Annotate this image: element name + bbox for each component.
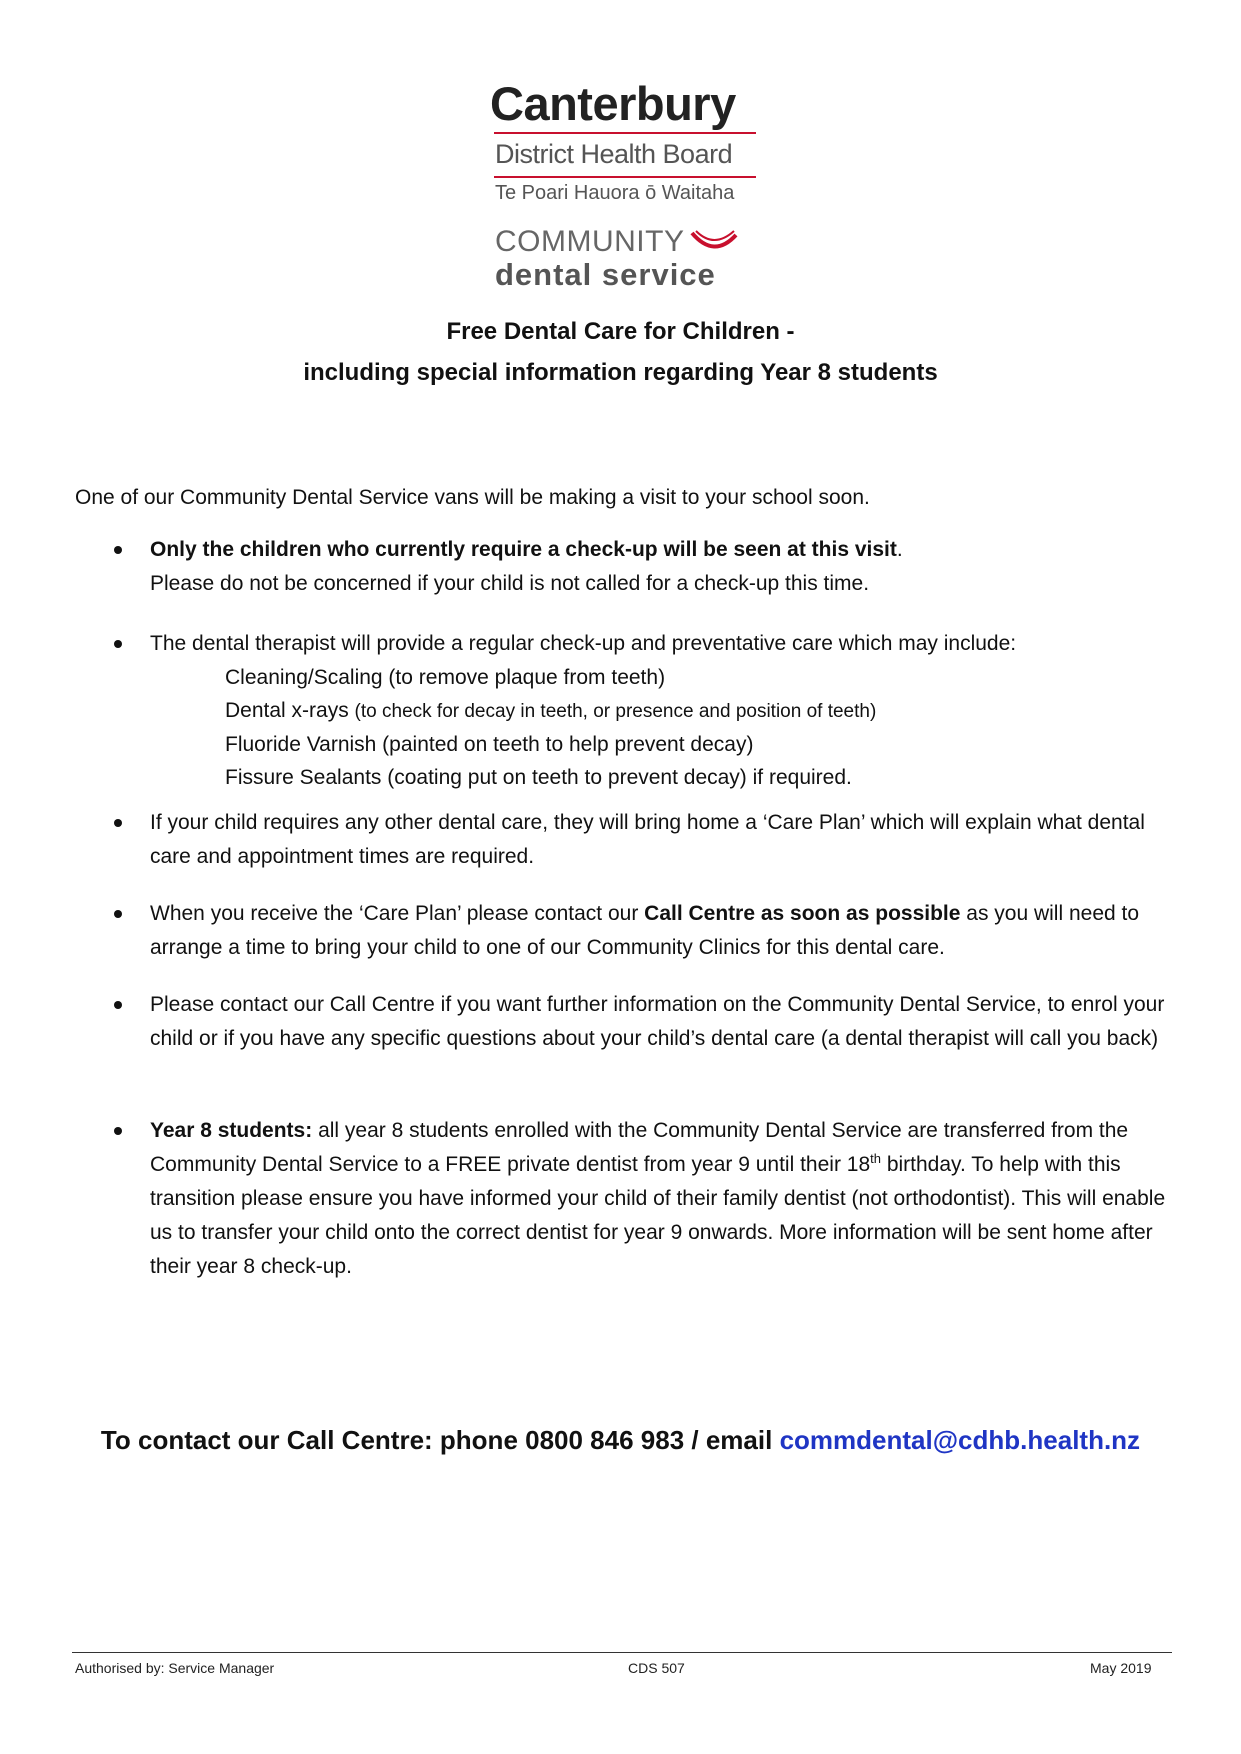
contact-line xyxy=(0,1425,1241,1456)
logo-org-sub: District Health Board xyxy=(495,139,733,169)
care-item-fluoride: Fluoride Varnish (painted on teeth to help prevent decay) xyxy=(225,733,754,756)
care-item-xrays xyxy=(150,694,1170,728)
bullet-6-b: birthday. To help with this transition please ensure you have informed your child of their family dentist (not orthodontist). This will enable us to transfer your child onto the correct dentist for year 9 onwards. More information will be sent home after their year 8 check-up. xyxy=(150,1153,1166,1278)
bullet-dot xyxy=(114,1127,122,1135)
bullet-dot xyxy=(114,910,122,918)
care-item-sealants: Fissure Sealants (coating put on teeth to prevent decay) if required. xyxy=(225,766,852,789)
bullet-call-centre xyxy=(150,897,1170,965)
cds-line2: dental service xyxy=(495,257,716,292)
care-item-cleaning: Cleaning/Scaling (to remove plaque from teeth) xyxy=(225,666,666,689)
footer-date: May 2019 xyxy=(1090,1660,1152,1676)
contact-prefix: To contact our Call Centre: phone 0800 846 983 / email xyxy=(100,1425,780,1455)
footer-authorised: Authorised by: Service Manager xyxy=(75,1660,275,1676)
community-dental-logo xyxy=(495,226,755,292)
bullet-4-bold: Call Centre as soon as possible xyxy=(644,902,961,925)
contact-email-link[interactable]: commdental@cdhb.health.nz xyxy=(779,1425,1141,1455)
bullet-dot xyxy=(114,640,122,648)
bullet-6-bold: Year 8 students: xyxy=(150,1119,313,1142)
bullet-therapist-care xyxy=(150,627,1170,794)
bullet-2-intro: The dental therapist will provide a regular check-up and preventative care which may include: xyxy=(150,632,1017,655)
footer-doc-code: CDS 507 xyxy=(628,1660,685,1676)
bullet-checkup-only xyxy=(150,533,1170,601)
bullet-1-bold: Only the children who currently require a check-up will be seen at this visit xyxy=(150,538,897,561)
smile-icon xyxy=(690,229,738,255)
intro-paragraph: One of our Community Dental Service vans will be making a visit to your school soon. xyxy=(75,486,870,509)
cds-line1-row xyxy=(495,226,755,258)
cdhb-logo xyxy=(490,78,770,208)
bullet-year8 xyxy=(150,1114,1170,1284)
bullet-4-b: as you will need to arrange a time to bring your child to one of our Community Clinics for this dental care. xyxy=(150,902,1140,959)
bullet-further-info: Please contact our Call Centre if you want further information on the Community Dental Service, to enrol your child or if you have any specific questions about your child’s dental care (a dental therapist will call you back) xyxy=(150,993,1165,1050)
bullet-dot xyxy=(114,546,122,554)
page-title-line1: Free Dental Care for Children - xyxy=(446,318,795,345)
bullet-care-plan: If your child requires any other dental care, they will bring home a ‘Care Plan’ which will explain what dental care and appointment times are required. xyxy=(150,811,1145,868)
bullet-6-a: all year 8 students enrolled with the Community Dental Service are transferred from the Community Dental Service to a FREE private dentist from year 9 until their 18 xyxy=(150,1119,1129,1176)
page-title-line2: including special information regarding Year 8 students xyxy=(303,359,938,386)
logo-org-name: Canterbury xyxy=(490,77,736,130)
care-item-xrays-note: (to check for decay in teeth, or presence and position of teeth) xyxy=(354,701,877,722)
footer-divider xyxy=(72,1652,1172,1653)
bullet-dot xyxy=(114,819,122,827)
bullet-dot xyxy=(114,1001,122,1009)
bullet-1-after: . xyxy=(896,538,903,561)
bullet-4-a: When you receive the ‘Care Plan’ please contact our xyxy=(150,902,645,925)
care-item-xrays-label: Dental x-rays xyxy=(225,699,355,722)
bullet-6-sup: th xyxy=(870,1151,881,1166)
logo-org-maori: Te Poari Hauora ō Waitaha xyxy=(495,182,735,204)
bullet-1-line2: Please do not be concerned if your child is not called for a check-up this time. xyxy=(150,572,870,595)
cds-line1: COMMUNITY xyxy=(495,225,685,258)
